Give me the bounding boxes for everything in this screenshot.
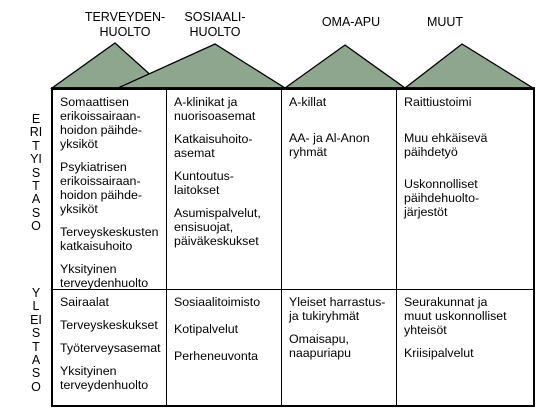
list-item: A-killat: [289, 95, 327, 109]
list-item: Raittiustoimi: [404, 95, 472, 109]
cell-erityistaso-oma-apu: [282, 90, 397, 290]
list-item: Yksityinen terveydenhuolto: [60, 262, 149, 290]
roof-oma-apu: [285, 45, 405, 88]
side-label-yleistaso: YLEISTASO: [30, 286, 42, 394]
list-item: Omaisapu, naapuriapu: [289, 332, 352, 360]
list-item: Somaattisen erikoissairaan- hoidon päihde- yksiköt: [60, 95, 142, 151]
list-item: Sosiaalitoimisto: [174, 295, 261, 309]
list-item: Kotipalvelut: [174, 322, 239, 336]
list-item: Uskonnolliset päihdehuolto- järjestöt: [404, 177, 480, 219]
list-item: Muu ehkäisevä päihdetyö: [404, 131, 488, 159]
cell-yleistaso-muut: [397, 290, 533, 405]
roof-muut: [405, 44, 533, 88]
list-item: Kuntoutus- laitokset: [174, 169, 234, 197]
header-oma-apu: OMA-APU: [321, 15, 381, 29]
side-label-erityistaso: ERITYISTASO: [29, 112, 43, 234]
list-item: Yksityinen terveydenhuolto: [60, 364, 149, 392]
header-sosiaalihuolto: SOSIAALI- HUOLTO: [184, 10, 246, 39]
list-item: Kriisipalvelut: [404, 346, 474, 360]
cell-yleistaso-oma-apu: [282, 290, 397, 405]
list-item: Terveyskeskukset: [60, 318, 158, 332]
list-item: Terveyskeskusten katkaisuhoito: [60, 225, 159, 253]
list-item: Seurakunnat ja muut uskonnolliset yhteisöt: [404, 295, 507, 337]
list-item: Työterveysasemat: [60, 341, 161, 355]
cell-erityistaso-muut: [397, 90, 533, 290]
header-muut: MUUT: [426, 15, 464, 29]
services-grid: [51, 88, 535, 407]
list-item: Perheneuvonta: [174, 349, 259, 363]
header-terveydenhuolto: TERVEYDEN- HUOLTO: [84, 10, 166, 39]
cell-erityistaso-terveydenhuolto: [53, 90, 167, 290]
list-item: AA- ja Al-Anon ryhmät: [289, 131, 370, 159]
list-item: Sairaalat: [60, 295, 109, 309]
list-item: Yleiset harrastus- ja tukiryhmät: [289, 295, 386, 323]
list-item: Katkaisuhoito- asemat: [174, 132, 253, 160]
list-item: Asumispalvelut, ensisuojat, päiväkeskukset: [174, 206, 261, 248]
cell-yleistaso-sosiaalihuolto: [167, 290, 282, 405]
list-item: Psykiatrisen erikoissairaan- hoidon päihde- yksiköt: [60, 160, 142, 216]
cell-yleistaso-terveydenhuolto: [53, 290, 167, 405]
cell-erityistaso-sosiaalihuolto: [167, 90, 282, 290]
list-item: A-klinikat ja nuorisoasemat: [174, 95, 256, 123]
roof-sosiaalihuolto: [118, 44, 285, 88]
